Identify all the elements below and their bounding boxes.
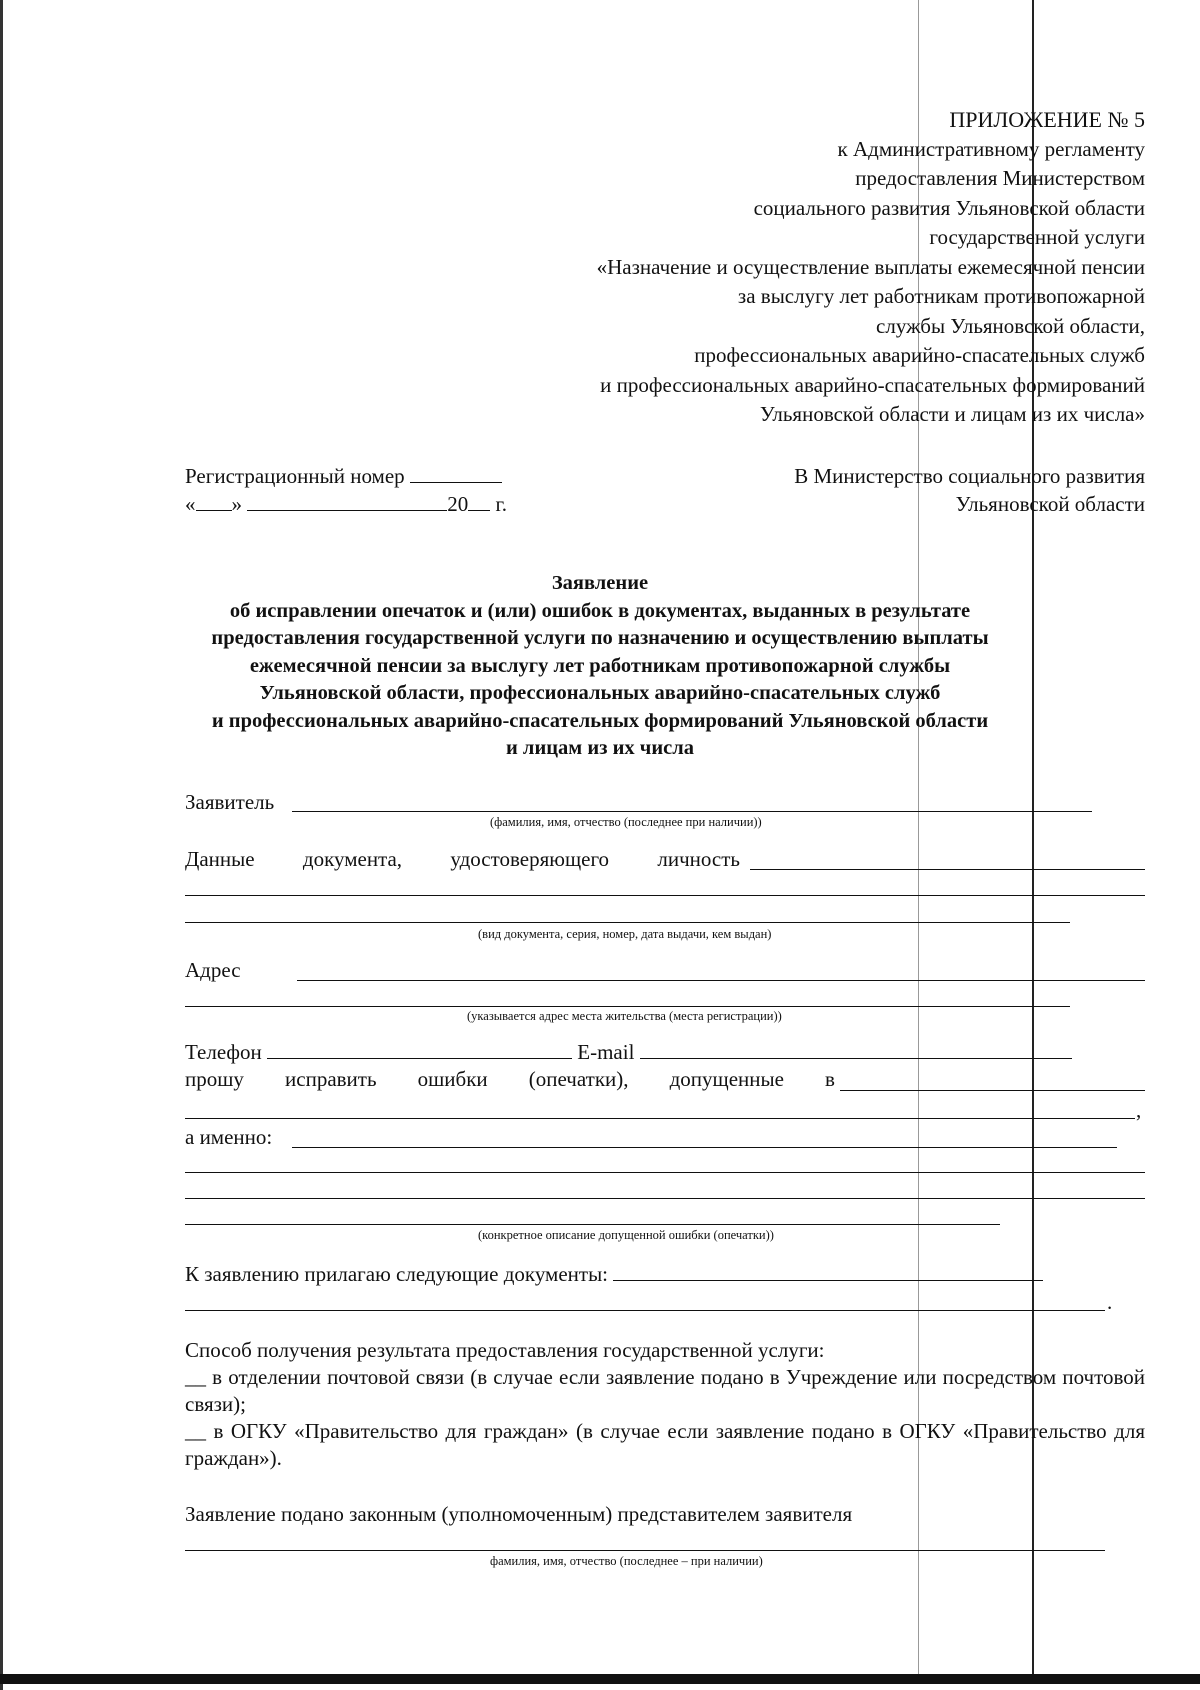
recipient-block (794, 462, 1145, 518)
receive-method-heading: Способ получения результата предоставления государственной услуги: (185, 1338, 825, 1362)
date-quote-close: » (231, 492, 242, 516)
date-year-field[interactable] (468, 490, 490, 511)
address-label: Адрес (185, 958, 241, 982)
error-description-field-3[interactable] (185, 1178, 1145, 1199)
request-word: (опечатки), (528, 1067, 629, 1091)
receive-method-option-mfc[interactable]: __ в ОГКУ «Правительство для граждан» (в случае если заявление подано в ОГКУ «Правительство для граждан»). (185, 1419, 1145, 1470)
phone-field[interactable] (267, 1038, 572, 1059)
date-year-prefix: 20 (447, 492, 469, 516)
appendix-header (445, 105, 1145, 430)
registration-number-field[interactable] (410, 462, 502, 483)
applicant-caption: (фамилия, имя, отчество (последнее при наличии)) (490, 815, 762, 829)
registration-number-label: Регистрационный номер (185, 464, 405, 488)
appendix-line: к Административному регламенту (837, 136, 1145, 161)
request-word: прошу (185, 1067, 244, 1091)
error-description-field-4[interactable] (185, 1204, 1000, 1225)
error-description-field-1[interactable] (292, 1127, 1117, 1148)
request-document-field-2[interactable] (185, 1098, 1135, 1119)
receive-method-option-post[interactable]: __ в отделении почтовой связи (в случае если заявление подано в Учреждение или посредством почтовой связи); (185, 1365, 1145, 1416)
appendix-line: службы Ульяновской области, (876, 313, 1145, 338)
id-document-row (185, 847, 740, 872)
appendix-line: государственной услуги (929, 225, 1145, 249)
date-quote-open: « (185, 492, 196, 516)
appendix-line: Ульяновской области и лицам из их числа» (759, 402, 1145, 426)
email-field[interactable] (640, 1038, 1072, 1059)
address-field-2[interactable] (185, 986, 1070, 1007)
contact-row (185, 1038, 1145, 1065)
id-label-word: личность (657, 847, 740, 871)
request-comma: , (1136, 1098, 1142, 1122)
scan-edge-bottom (0, 1674, 1200, 1684)
email-label: E-mail (577, 1040, 635, 1064)
appendix-line: и профессиональных аварийно-спасательных формирований (600, 372, 1145, 397)
id-label-word: документа, (302, 847, 403, 871)
namely-label: а именно: (185, 1125, 273, 1149)
request-document-field-1[interactable] (840, 1070, 1145, 1091)
representative-caption: фамилия, имя, отчество (последнее – при наличии) (490, 1554, 763, 1568)
id-label-word: Данные (185, 847, 255, 871)
id-document-field-2[interactable] (185, 875, 1145, 896)
error-description-field-2[interactable] (185, 1152, 1145, 1173)
recipient-line: В Министерство социального развития (794, 464, 1145, 488)
request-word: в (825, 1067, 835, 1091)
representative-field[interactable] (185, 1530, 1105, 1551)
title-line: предоставления государственной услуги по назначению и осуществлению выплаты (211, 627, 989, 649)
title-line: и профессиональных аварийно-спасательных формирований Ульяновской области (211, 709, 989, 732)
date-month-field[interactable] (247, 490, 447, 511)
appendix-line: за выслугу лет работникам противопожарной (737, 284, 1145, 308)
date-year-suffix: г. (495, 492, 507, 516)
id-document-field-3[interactable] (185, 902, 1070, 923)
request-word: допущенные (669, 1067, 784, 1091)
request-word: исправить (285, 1067, 377, 1091)
applicant-label: Заявитель (185, 790, 275, 814)
registration-block (185, 462, 507, 518)
scan-edge-left (0, 0, 3, 1690)
document-title (140, 570, 1060, 763)
appendix-line: ПРИЛОЖЕНИЕ № 5 (949, 107, 1145, 132)
attachments-field-2[interactable] (185, 1290, 1105, 1311)
phone-label: Телефон (185, 1040, 262, 1064)
request-word: ошибки (417, 1067, 488, 1091)
representative-row (185, 1502, 1145, 1527)
appendix-line: предоставления Министерством (855, 166, 1145, 190)
title-line: об исправлении опечаток и (или) ошибок в документах, выданных в результате (229, 599, 971, 622)
address-caption: (указывается адрес места жительства (места регистрации)) (467, 1009, 782, 1023)
request-row (185, 1067, 835, 1092)
applicant-field[interactable] (292, 791, 1092, 812)
date-day-field[interactable] (196, 490, 232, 511)
receive-method-block (185, 1337, 1145, 1472)
attachments-label: К заявлению прилагаю следующие документы: (185, 1262, 609, 1286)
appendix-line: «Назначение и осуществление выплаты ежемесячной пенсии (596, 254, 1145, 279)
attachments-period: . (1107, 1290, 1113, 1314)
id-document-caption: (вид документа, серия, номер, дата выдачи, кем выдан) (478, 927, 772, 941)
address-field-1[interactable] (297, 960, 1145, 981)
attachments-field-1[interactable] (613, 1260, 1043, 1281)
id-label-word: удостоверяющего (450, 847, 610, 871)
representative-label: Заявление подано законным (уполномоченным) представителем заявителя (185, 1502, 853, 1526)
title-line: ежемесячной пенсии за выслугу лет работникам противопожарной службы (249, 654, 951, 677)
appendix-line: социального развития Ульяновской области (753, 195, 1145, 220)
error-caption: (конкретное описание допущенной ошибки (опечатки)) (478, 1228, 774, 1242)
title-line: Ульяновской области, профессиональных аварийно-спасательных служб (259, 682, 941, 704)
title-heading: Заявление (551, 572, 649, 594)
attachments-row (185, 1260, 1145, 1287)
title-line: и лицам из их числа (506, 737, 694, 759)
appendix-line: профессиональных аварийно-спасательных служб (694, 343, 1145, 367)
recipient-line: Ульяновской области (955, 492, 1145, 516)
id-document-field-1[interactable] (750, 848, 1145, 870)
